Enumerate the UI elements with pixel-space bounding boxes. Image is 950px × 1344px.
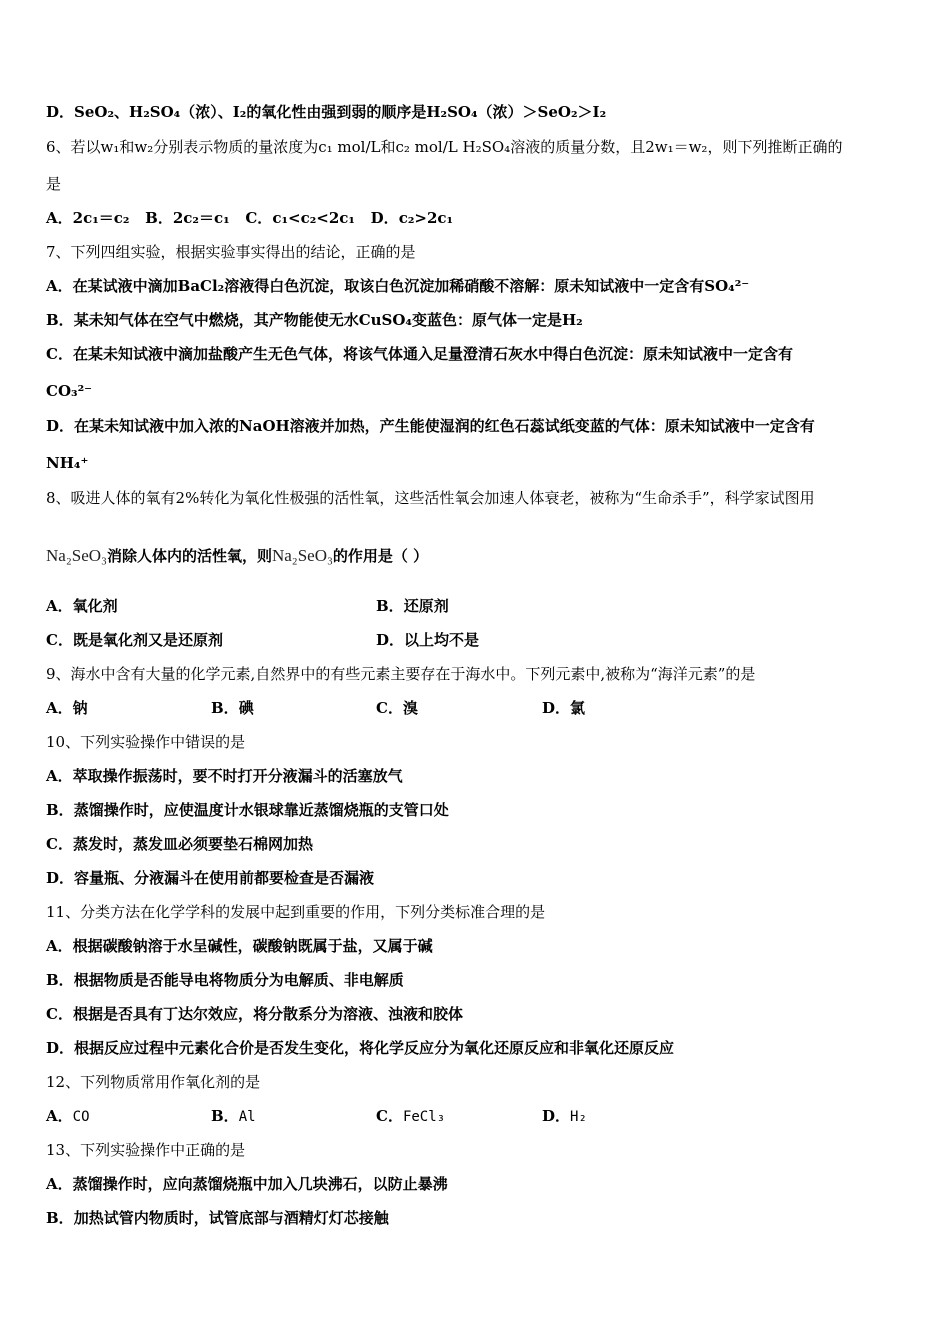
q11-option-a: A．根据碳酸钠溶于水呈碱性，碳酸钠既属于盐，又属于碱 xyxy=(46,937,433,955)
q11-stem: 11、分类方法在化学学科的发展中起到重要的作用，下列分类标准合理的是 xyxy=(46,903,546,921)
q7-option-d-line2: NH₄⁺ xyxy=(46,454,89,472)
q8-stem-end: 的作用是（ ） xyxy=(332,547,429,565)
q12-stem: 12、下列物质常用作氧化剂的是 xyxy=(46,1073,261,1091)
q5-option-d xyxy=(46,102,606,122)
q12-option-b: B．Al xyxy=(211,1107,256,1125)
q12-option-d: D．H₂ xyxy=(542,1107,587,1125)
q6-stem-line1: 6、若以w₁和w₂分别表示物质的量浓度为c₁ mol/L和c₂ mol/L H₂SO₄溶液的质量分数，且2w₁＝w₂，则下列推断正确的 xyxy=(46,138,843,156)
q12-option-a: A．CO xyxy=(46,1107,90,1125)
q11-option-b: B．根据物质是否能导电将物质分为电解质、非电解质 xyxy=(46,971,404,989)
q8-stem-line1: 8、吸进人体的氧有2%转化为氧化性极强的活性氧，这些活性氧会加速人体衰老，被称为“生命杀手”，科学家试图用 xyxy=(46,489,815,507)
q8-option-d: D．以上均不是 xyxy=(376,631,480,649)
q9-option-a: A．钠 xyxy=(46,699,88,717)
q10-stem: 10、下列实验操作中错误的是 xyxy=(46,733,246,751)
q13-option-a: A．蒸馏操作时，应向蒸馏烧瓶中加入几块沸石，以防止暴沸 xyxy=(46,1175,448,1193)
q7-stem: 7、下列四组实验，根据实验事实得出的结论，正确的是 xyxy=(46,243,416,261)
q6-option-b: B．2c₂＝c₁ xyxy=(145,209,230,227)
q8-option-b: B．还原剂 xyxy=(376,597,449,615)
q13-stem: 13、下列实验操作中正确的是 xyxy=(46,1141,246,1159)
q9-option-d: D．氯 xyxy=(542,699,586,717)
option-text: SeO₂、H₂SO₄（浓）、I₂的氧化性由强到弱的顺序是H₂SO₄（浓）＞SeO₂＞I₂ xyxy=(74,103,607,121)
q7-option-c-line2: CO₃²⁻ xyxy=(46,382,93,400)
na2seo3-formula: Na₂SeO₃ xyxy=(46,546,107,565)
q8-stem-line2 xyxy=(46,546,428,566)
na2seo3-formula: Na₂SeO₃ xyxy=(271,546,333,565)
q6-option-a: A．2c₁＝c₂ xyxy=(46,209,130,227)
q13-option-b: B．加热试管内物质时，试管底部与酒精灯灯芯接触 xyxy=(46,1209,389,1227)
q11-option-d: D．根据反应过程中元素化合价是否发生变化，将化学反应分为氧化还原反应和非氧化还原反应 xyxy=(46,1039,675,1057)
option-label: D． xyxy=(46,103,75,121)
q10-option-c: C．蒸发时，蒸发皿必须要垫石棉网加热 xyxy=(46,835,313,853)
q7-option-c-line1: C．在某未知试液中滴加盐酸产生无色气体，将该气体通入足量澄清石灰水中得白色沉淀：原未知试液中一定含有 xyxy=(46,345,793,363)
q7-option-b: B．某未知气体在空气中燃烧，其产物能使无水CuSO₄变蓝色：原气体一定是H₂ xyxy=(46,311,583,329)
q6-stem-line2: 是 xyxy=(46,175,62,193)
q10-option-b: B．蒸馏操作时，应使温度计水银球靠近蒸馏烧瓶的支管口处 xyxy=(46,801,449,819)
q8-option-c: C．既是氧化剂又是还原剂 xyxy=(46,631,223,649)
q9-option-b: B．碘 xyxy=(211,699,254,717)
q6-option-c: C．c₁<c₂<2c₁ xyxy=(245,209,355,227)
q9-option-c: C．溴 xyxy=(376,699,418,717)
q9-stem: 9、海水中含有大量的化学元素,自然界中的有些元素主要存在于海水中。下列元素中,被称为“海洋元素”的是 xyxy=(46,665,756,683)
q10-option-d: D．容量瓶、分液漏斗在使用前都要检查是否漏液 xyxy=(46,869,375,887)
q10-option-a: A．萃取操作振荡时，要不时打开分液漏斗的活塞放气 xyxy=(46,767,403,785)
q7-option-a: A．在某试液中滴加BaCl₂溶液得白色沉淀，取该白色沉淀加稀硝酸不溶解：原未知试液中一定含有SO₄²⁻ xyxy=(46,277,750,295)
q12-option-c: C．FeCl₃ xyxy=(376,1107,446,1125)
q6-options xyxy=(46,208,453,228)
q11-option-c: C．根据是否具有丁达尔效应，将分散系分为溶液、浊液和胶体 xyxy=(46,1005,463,1023)
q8-stem-mid: 消除人体内的活性氧，则 xyxy=(106,547,272,565)
q6-option-d: D．c₂>2c₁ xyxy=(370,209,454,227)
q8-option-a: A．氧化剂 xyxy=(46,597,118,615)
q7-option-d-line1: D．在某未知试液中加入浓的NaOH溶液并加热，产生能使湿润的红色石蕊试纸变蓝的气体：原未知试液中一定含有 xyxy=(46,417,815,435)
